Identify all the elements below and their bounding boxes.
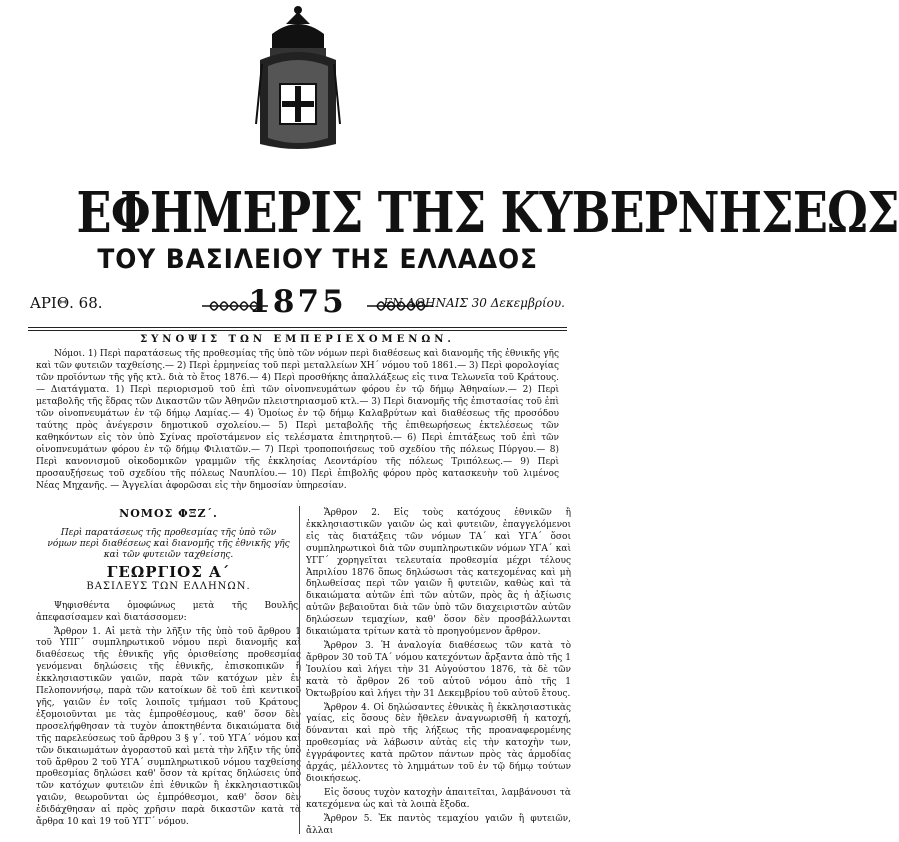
- law-paragraph: Εἰς ὅσους τυχὸν κατοχὴν ἀπαιτεῖται, λαμβάνουσι τὰ κατεχόμενα ὡς καὶ τὰ λοιπὰ ἔξοδα.: [306, 787, 571, 810]
- column-divider: [299, 506, 300, 834]
- left-column: [36, 506, 301, 831]
- contents-summary: Νόμοι. 1) Περὶ παρατάσεως τῆς προθεσμίας τῆς ὑπὸ τῶν νόμων περὶ διαθέσεως καὶ διανομῆς τῆς ἐθνικῆς γῆς καὶ τῶν φυτειῶν ταχθείσης.— 2) Περὶ ἐρμηνείας τοῦ περὶ μεταλλείων ΧΗ΄ νόμου τοῦ 1861.— 3) Περὶ φορολογίας τῶν προϊόντων τῆς γῆς κτλ. διὰ τὸ ἔτος 1876.— 4) Περὶ προσθήκης ἀπαλλάξεως εἰς τινα Τελωνεῖα τοῦ Κράτους. — Διατάγματα. 1) Περὶ περιορισμοῦ τοῦ ἐπὶ τῶν οἰνοπνευμάτων φόρου ἐν τῷ δήμῳ Ἀθηναίων.— 2) Περὶ μεταβολῆς τῆς ἕδρας τῶν Δικαστῶν τῶν Ἀθηνῶν πλειστηριασμοῦ κτλ.— 3) Περὶ διανομῆς τῆς ἐπιστασίας τοῦ ἐπὶ τῶν οἰνοπνευμάτων ἐν τῷ δήμῳ Λαμίας.— 4) Ὁμοίως ἐν τῷ δήμῳ Καλαβρύτων καὶ διαθέσεως τῆς προσόδου ταύτης πρὸς ἀνέγερσιν δημοτικοῦ σχολείου.— 5) Περὶ μεταβολῆς τῆς ἐπιθεωρήσεως ἐκτελέσεως τῶν καθηκόντων εἰς τὸν ὑπὸ Σχίνας προϊστάμενον εἰς τελέσματα ἐπιτηρητοῦ.— 6) Περὶ ἐπιτάξεως τοῦ ἐπὶ τῶν οἰνοπνευμάτων φόρου ἐν τῷ δήμῳ Φιλιατῶν.— 7) Περὶ τροποποιήσεως τοῦ σχεδίου τῆς πόλεως Πύργου.— 8) Περὶ κανονισμοῦ οἰκοδομικῶν γραμμῶν τῆς ἐκκλησίας Λεοντάρίου τῆς πόλεως Τριπόλεως.— 9) Περὶ προσαυξήσεως τοῦ σχεδίου τῆς πόλεως Ναυπλίου.— 10) Περὶ ἐπιβολῆς φόρου πρὸς κατασκευὴν τοῦ λιμένος Νέας Μηχανῆς. — Ἀγγελίαι ἀφορῶσαι εἰς τὴν δημοσίαν ὑπηρεσίαν.: [36, 349, 559, 491]
- king-title: ΒΑΣΙΛΕΥΣ ΤΩΝ ΕΛΛΗΝΩΝ.: [86, 580, 251, 592]
- header-rule-double: [28, 330, 567, 331]
- law-title: ΝΟΜΟΣ ΦΞΖ΄.: [119, 507, 218, 520]
- law-paragraph: Ψηφισθέντα ὁμοφώνως μετὰ τῆς Βουλῆς, ἀπεφασίσαμεν καὶ διατάσσομεν:: [36, 600, 301, 623]
- gazette-subtitle: ΤΟΥ ΒΑΣΙΛΕΙΟΥ ΤΗΣ ΕΛΛΑΔΟΣ: [97, 244, 538, 275]
- king-name: ΓΕΩΡΓΙΟΣ Α΄: [106, 562, 231, 581]
- law-paragraph: Ἄρθρον 1. Αἱ μετὰ τὴν λῆξιν τῆς ὑπὸ τοῦ ἄρθρου 1 τοῦ ΥΠΓ΄ συμπληρωτικοῦ νόμου περὶ διανομῆς καὶ διαθέσεως τῆς ἐθνικῆς γῆς ὁρισθείσης προθεσμίας γενόμεναι δηλώσεις τῆς ἐθνικῆς, ἐπισκοπικῶν ἢ ἐκκλησιαστικῶν γαιῶν, παρὰ τῶν κατόχων μὲν ἐν Πελοποννήσῳ, παρὰ τῶν κατοίκων δὲ τοῦ ἐπὶ κεντικοῦ γῆς, γαιῶν ἐν τοῖς λοιποῖς τμήμασι τοῦ Κράτους, ἐξομοιοῦνται με τὰς ἐμπροθέσμους, καθ' ὅσον δὲν προσελήφθησαν τὰ τυχὸν ἀποκτηθέντα δικαιώματα διὰ τῆς παρελεύσεως τοῦ ἄρθρου 3 § γ΄. τοῦ ΥΓΑ΄ νόμου καὶ τῶν δικαιωμάτων ἀγοραστοῦ καὶ μετὰ τὴν λῆξιν τῆς ὑπὸ τοῦ ἄρθρου 2 τοῦ ΥΓΑ΄ συμπληρωτικοῦ νόμου ταχθείσης προθεσμίας δηλώσει καθ' ὅσον τὰ κρίτας δηλώσεις ὑπὸ τῶν κατόχων φυτειῶν ἐπὶ ἐθνικῶν ἢ ἐκκλησιαστικῶν γαιῶν, θεωροῦνται ὡς ἐμπρόθεσμοι, καθ' ὅσον δὲν ἐδιδάχθησαν αἱ πρὸς χρῆσιν παρὰ δικαστῶν κατὰ τὰ ἄρθρα 10 καὶ 19 τοῦ ΥΓΓ΄ νόμου.: [36, 626, 301, 828]
- gazette-title: ΕΦΗΜΕΡΙΣ ΤΗΣ ΚΥΒΕΡΝΗΣΕΩΣ: [76, 180, 899, 246]
- issue-date-place: ΕΝ ΑΘΗΝΑΙΣ 30 Δεκεμβρίου.: [383, 296, 565, 310]
- header-rule: [28, 327, 567, 328]
- issue-number: ΑΡΙΘ. 68.: [30, 294, 103, 312]
- law-paragraph: Ἄρθρον 2. Εἰς τοὺς κατόχους ἐθνικῶν ἢ ἐκκλησιαστικῶν γαιῶν ὡς καὶ φυτειῶν, ἐπαγγελόμενοι εἰς τὰς διατάξεις τῶν νόμων ΤΑ΄ καὶ ΥΓΑ΄ ὅσοι συμπληρωτικοὶ διὰ τῶν συμπληρωτικῶν νόμων ΥΓΑ΄ καὶ ΥΓΓ΄ χορηγεῖται τελευταία προθεσμία μέχρι τέλους Ἀπριλίου 1876 ὅπως δηλώσωσι τὰς κατεχομένας καὶ μὴ δηλωθείσας περὶ τῶν γαιῶν ἢ φυτειῶν, καθὼς καὶ τὰ δικαιώματα αὐτῶν ἐπὶ τῶν αὐτῶν, πρὸς ἃς ἡ ἀξίωσις αὐτῶν βεβαιοῦται διὰ τῶν ὑπὸ τῶν διαχειριστῶν αὐτῶν δηλώσεων τεμαχίων, καθ' ὅσον δὲν προσβάλλωνται δικαιώματα τρίτων κατὰ τὸ προηγούμενον ἄρθρον.: [306, 508, 571, 638]
- right-column: [306, 508, 571, 839]
- law-paragraph: Ἄρθρον 5. Ἐκ παντὸς τεμαχίου γαιῶν ἢ φυτειῶν, ἄλλαι: [306, 813, 571, 836]
- issue-year: 1875: [248, 284, 347, 320]
- law-paragraph: Ἄρθρον 3. Ἡ ἀναλογία διαθέσεως τῶν κατὰ τὸ ἄρθρον 30 τοῦ ΤΑ΄ νόμου κατεχόντων ἄρξαντα ἀπὸ τῆς 1 Ἰουλίου καὶ λήγει τὴν 31 Αὐγούστου 1876, τὰ δὲ τῶν κατὰ τὸ ἄρθρον 26 τοῦ αὐτοῦ νόμου ἀπὸ τῆς 1 Ὀκτωβρίου καὶ λήγει τὴν 31 Δεκεμβρίου τοῦ αὐτοῦ ἔτους.: [306, 640, 571, 699]
- law-paragraph: Ἄρθρον 4. Οἱ δηλώσαντες ἐθνικὰς ἢ ἐκκλησιαστικὰς γαίας, εἰς ὅσους δὲν ἤθελεν ἀναγνωρισθῆ ἡ κατοχή, δύνανται καὶ πρὸ τῆς λήξεως τῆς προαναφερομένης προθεσμίας νὰ λάβωσιν αὐτὰς εἰς τὴν κατοχὴν των, ἐγγράφοντες κατὰ πρῶτον πάντων πρὸς τὰς ἁρμοδίας ἀρχάς, μέλλοντες τὸ λημμάτων τοῦ ἐν τῷ δήμῳ τούτων διοικήσεως.: [306, 702, 571, 784]
- issue-row: [30, 284, 565, 328]
- law-subtitle: Περὶ παρατάσεως τῆς προθεσμίας τῆς ὑπὸ τῶν νόμων περὶ διαθέσεως καὶ διανομῆς τῆς ἐθνικῆς γῆς καὶ τῶν φυτειῶν ταχθείσης.: [47, 527, 290, 560]
- royal-crest-icon: [252, 4, 344, 154]
- contents-heading: ΣΥΝΟΨΙΣ ΤΩΝ ΕΜΠΕΡΙΕΧΟΜΕΝΩΝ.: [140, 334, 455, 345]
